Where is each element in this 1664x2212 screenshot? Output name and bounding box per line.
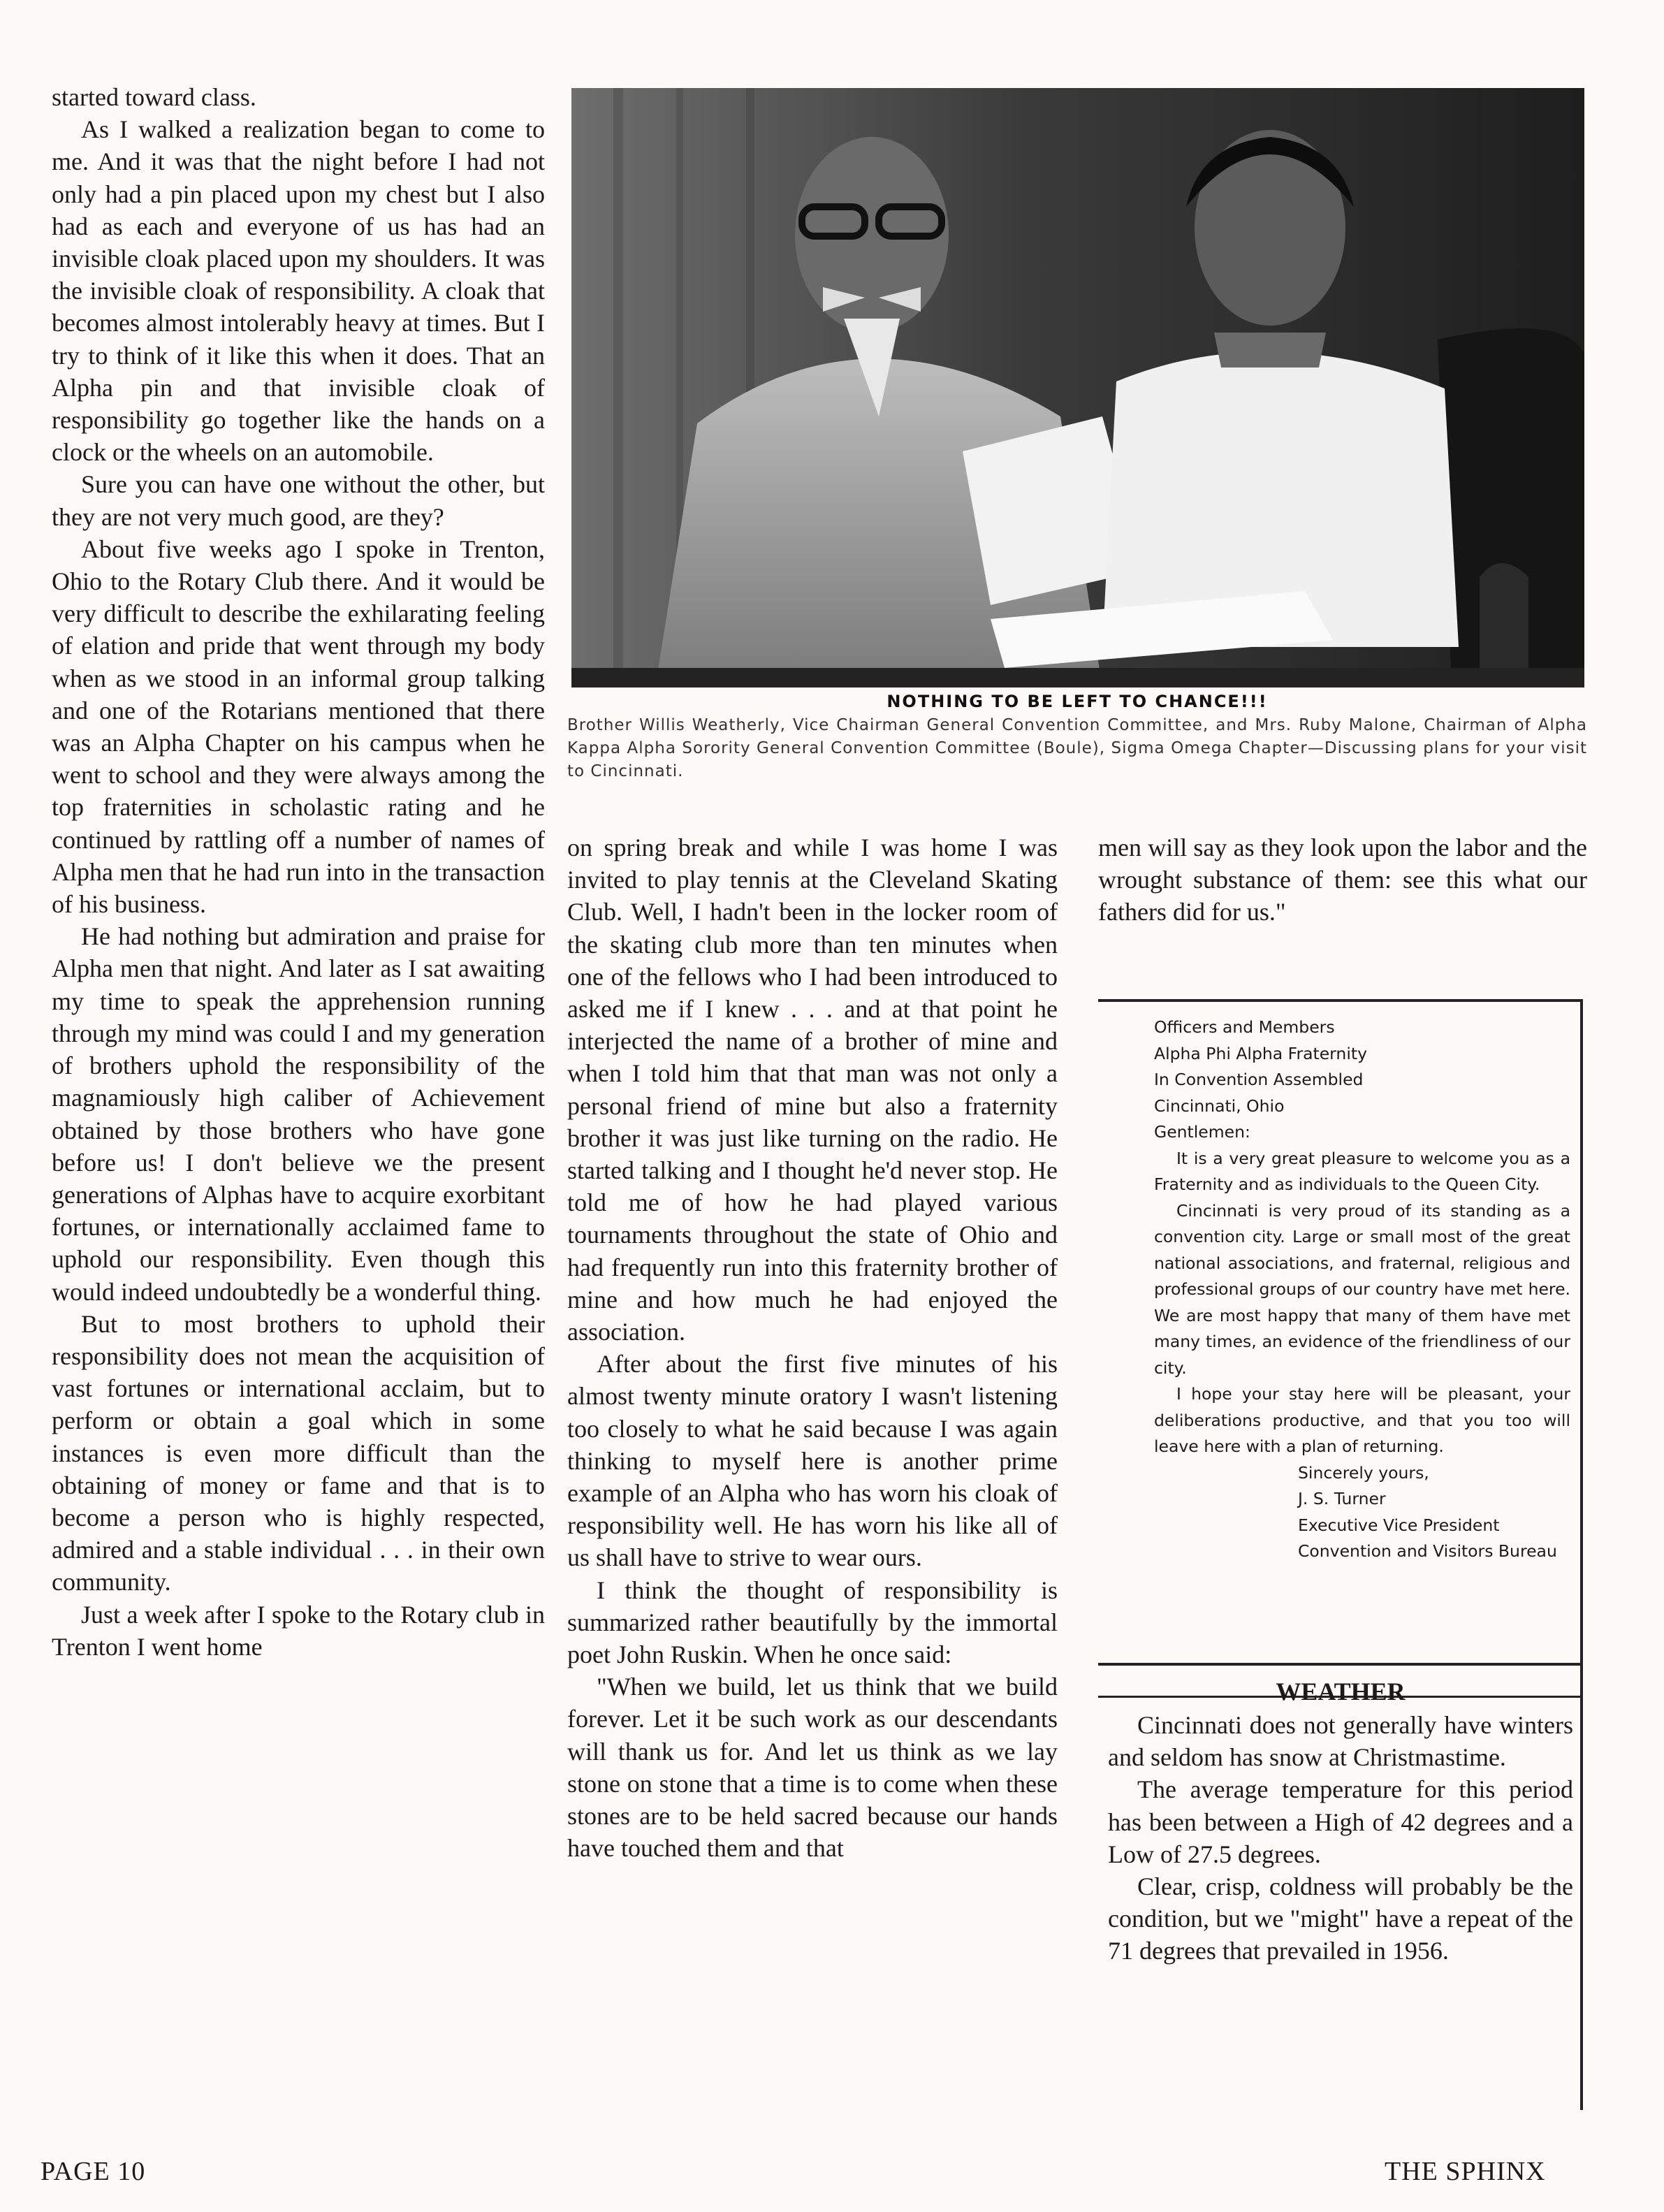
caption-body: Brother Willis Weatherly, Vice Chairman General Convention Committee, and Mrs. Ruby Malone, Chairman of Alpha Kappa Alpha Sorority General Convention Committee (Boule), Sigma Omega Chapter—Discussing plans for your visit to Cincinnati. xyxy=(567,716,1587,780)
weather-paragraph: The average temperature for this period has been between a High of 42 degrees and a Low of 27.5 degrees. xyxy=(1108,1775,1573,1868)
article-column-1 xyxy=(52,81,545,1663)
paragraph: As I walked a realization began to come to me. And it was that the night before I had not only had a pin placed upon my chest but I also had as each and everyone of us has had an invisible cloak placed upon my shoulders. It was the invisible cloak of responsibility. A cloak that becomes almost intolerably heavy at times. But I try to think of it like this when it does. That an Alpha pin and that invisible cloak of responsibility go together like the hands on a clock or the wheels on an automobile. xyxy=(52,115,545,467)
paragraph: on spring break and while I was home I was invited to play tennis at the Cleveland Skating Club. Well, I hadn't been in the locker room of the skating club more than ten minutes when one of the fellows who I had been introduced to asked me if I knew . . . and at that point he interjected the name of a brother of mine and when I told him that that man was not only a personal friend of mine but also a fraternity brother it was just like turning on the radio. He started talking and I thought he'd never stop. He told me of how he had played various tournaments throughout the state of Ohio and had frequently run into this fraternity brother of mine and how much he had enjoyed the association. xyxy=(567,834,1058,1346)
convention-committee-photo xyxy=(571,88,1584,687)
paragraph: Sure you can have one without the other, but they are not very much good, are they? xyxy=(52,470,545,531)
paragraph: Just a week after I spoke to the Rotary club in Trenton I went home xyxy=(52,1600,545,1661)
letter-signer-title: Executive Vice President xyxy=(1298,1515,1500,1535)
weather-paragraph: Cincinnati does not generally have winters and seldom has snow at Christmastime. xyxy=(1108,1711,1573,1772)
letter-paragraph: Cincinnati is very proud of its standing as a convention city. Large or small most of the great national associations, and fraternal, religious and professional groups of our country have met here. We are most happy that many of them have met many times, an evidence of the friendliness of our city. xyxy=(1154,1200,1570,1378)
letter-signer-org: Convention and Visitors Bureau xyxy=(1298,1541,1557,1561)
letter-signer: J. S. Turner xyxy=(1298,1489,1386,1508)
paragraph: started toward class. xyxy=(52,83,256,111)
paragraph: He had nothing but admiration and praise for Alpha men that night. And later as I sat awaiting my time to speak the apprehension running through my mind was could I and my generation of brothers uphold the responsibility of the magnamiously high caliber of Achievement obtained by those brothers who have gone before us! I don't believe we the present generations of Alphas have to acquire exorbitant fortunes, or internationally acclaimed fame to uphold our responsibility. Even though this would indeed undoubtedly be a wonderful thing. xyxy=(52,922,545,1306)
quotation: "When we build, let us think that we build forever. Let it be such work as our descendants will thank us for. And let us think as we lay stone on stone that a time is to come when these stones are to be held sacred because our hands have touched them and that xyxy=(567,1673,1058,1863)
page-number: PAGE 10 xyxy=(41,2157,146,2186)
letter-heading-line: Cincinnati, Ohio xyxy=(1154,1096,1285,1116)
letter-heading-line: Officers and Members xyxy=(1154,1017,1335,1037)
letter-closing: Sincerely yours, xyxy=(1298,1462,1429,1483)
article-column-3 xyxy=(1098,831,1587,929)
weather-box xyxy=(1098,1663,1583,2110)
paragraph: I think the thought of responsibility is summarized rather beautifully by the immortal poet John Ruskin. When he once said: xyxy=(567,1576,1058,1669)
weather-title: WEATHER xyxy=(1276,1678,1406,1705)
letter-heading-line: Alpha Phi Alpha Fraternity xyxy=(1154,1043,1367,1063)
article-column-2 xyxy=(567,831,1058,1865)
publication-name: THE SPHINX xyxy=(1385,2157,1546,2186)
photo-caption xyxy=(567,692,1587,783)
letter-salutation: Gentlemen: xyxy=(1154,1122,1250,1142)
paragraph: men will say as they look upon the labor and the wrought substance of them: see this what our fathers did for us." xyxy=(1098,834,1587,926)
photo-illustration xyxy=(571,88,1584,687)
caption-title: NOTHING TO BE LEFT TO CHANCE!!! xyxy=(886,692,1268,711)
letter-paragraph: I hope your stay here will be pleasant, your deliberations productive, and that you too will leave here with a plan of returning. xyxy=(1154,1384,1570,1456)
weather-paragraph: Clear, crisp, coldness will probably be the condition, but we "might" have a repeat of the 71 degrees that prevailed in 1956. xyxy=(1108,1872,1573,1965)
welcome-letter xyxy=(1098,999,1583,1698)
paragraph: After about the first five minutes of his almost twenty minute oratory I wasn't listening too closely to what he said because I was again thinking to myself here is another prime example of an Alpha who has worn his cloak of responsibility well. He has worn his like all of us shall have to strive to wear ours. xyxy=(567,1350,1058,1572)
paragraph: But to most brothers to uphold their responsibility does not mean the acquisition of vast fortunes or international acclaim, but to perform or obtain a goal which in some instances is even more difficult than the obtaining of money or fame and that is to become a person who is highly respected, admired and a stable individual . . . in their own community. xyxy=(52,1309,545,1596)
letter-paragraph: It is a very great pleasure to welcome you as a Fraternity and as individuals to the Queen City. xyxy=(1154,1148,1570,1194)
paragraph: About five weeks ago I spoke in Trenton, Ohio to the Rotary Club there. And it would be very difficult to describe the exhilarating feeling of elation and pride that went through my body when as we stood in an informal group talking and one of the Rotarians mentioned that there was an Alpha Chapter on his campus when he went to school and they were always among the top fraternities in scholastic rating and he continued by rattling off a number of names of Alpha men that he had run into in the transaction of his business. xyxy=(52,534,545,919)
letter-heading-line: In Convention Assembled xyxy=(1154,1070,1364,1089)
